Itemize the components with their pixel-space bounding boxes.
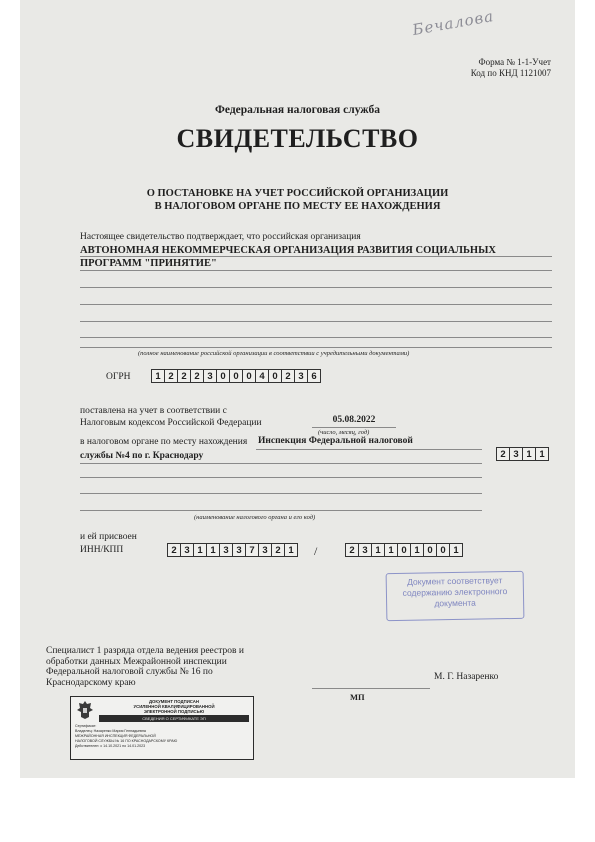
stamp-line-1: Документ соответствует <box>407 575 503 587</box>
org-line-7 <box>80 347 552 348</box>
esig-row: Владелец: Назаренко Мария Геннадьевна <box>75 729 146 733</box>
issuing-authority: Федеральная налоговая служба <box>215 104 380 116</box>
organization-name <box>80 244 550 270</box>
tax-office-prefix: в налоговом органе по месту нахождения <box>80 437 248 447</box>
inn-digit: 3 <box>180 543 194 557</box>
inn-digit: 3 <box>258 543 272 557</box>
ogrn-digit: 0 <box>229 369 243 383</box>
inn-digit: 2 <box>167 543 181 557</box>
registration-line-1: поставлена на учет в соответствии с <box>80 406 227 416</box>
signer-line-2: обработки данных Межрайонной инспекции <box>46 656 227 667</box>
inn-digit: 3 <box>219 543 233 557</box>
kpp-digit: 0 <box>397 543 411 557</box>
esig-row: МЕЖРАЙОННАЯ ИНСПЕКЦИЯ ФЕДЕРАЛЬНОЙ <box>75 734 156 738</box>
kpp-digit: 1 <box>410 543 424 557</box>
tax-office-underline-2 <box>80 463 482 464</box>
knd-code: Код по КНД 1121007 <box>470 68 551 78</box>
assigned-text: и ей присвоен <box>80 532 137 542</box>
esig-header-line-2: УСИЛЕННОЙ КВАЛИФИЦИРОВАННОЙ <box>133 704 215 709</box>
conformity-stamp <box>386 571 525 621</box>
ogrn-digit: 2 <box>164 369 178 383</box>
tax-office-code-digit: 3 <box>509 447 523 461</box>
org-caption: (полное наименование российской организации в соответствии с учредительными документами) <box>138 350 410 357</box>
state-emblem-icon <box>76 700 94 720</box>
inn-digit: 2 <box>271 543 285 557</box>
inn-cells <box>168 543 298 557</box>
form-code-block <box>471 57 551 79</box>
kpp-digit: 0 <box>436 543 450 557</box>
ogrn-digit: 3 <box>294 369 308 383</box>
subtitle-line-2: В НАЛОГОВОМ ОРГАНЕ ПО МЕСТУ ЕЕ НАХОЖДЕНИЯ <box>154 201 441 212</box>
date-caption: (число, месяц, год) <box>318 429 370 436</box>
stamp-line-3: документа <box>434 597 476 609</box>
esig-row: Сертификат: <box>75 724 97 728</box>
kpp-cells <box>346 543 463 557</box>
org-line-3 <box>80 287 552 288</box>
org-line-5 <box>80 321 552 322</box>
organization-name-line-2: ПРОГРАММ "ПРИНЯТИЕ" <box>80 258 217 269</box>
stamp-line-2: содержанию электронного <box>402 586 508 598</box>
kpp-digit: 1 <box>384 543 398 557</box>
signer-line-3: Федеральной налоговой службы № 16 по <box>46 667 213 677</box>
signer-line-1: Специалист 1 разряда отдела ведения реестров и <box>46 646 244 656</box>
kpp-digit: 2 <box>345 543 359 557</box>
intro-text: Настоящее свидетельство подтверждает, что российская организация <box>80 232 361 242</box>
kpp-digit: 1 <box>449 543 463 557</box>
tax-office-line-3 <box>80 477 482 478</box>
tax-office-code-cells <box>497 447 549 461</box>
handwritten-note: Бечалова <box>411 6 496 40</box>
ogrn-digit: 2 <box>190 369 204 383</box>
inn-digit: 1 <box>206 543 220 557</box>
signature-line <box>312 688 430 689</box>
kpp-digit: 0 <box>423 543 437 557</box>
ogrn-digit: 0 <box>216 369 230 383</box>
tax-office-line-5 <box>80 510 482 511</box>
seal-place-label: МП <box>350 692 365 702</box>
kpp-digit: 1 <box>371 543 385 557</box>
ogrn-digit: 0 <box>268 369 282 383</box>
esig-row: Действителен: с 14.10.2021 по 14.01.2023 <box>75 744 146 748</box>
inn-digit: 1 <box>193 543 207 557</box>
ogrn-digit: 1 <box>151 369 165 383</box>
org-line-1 <box>80 256 552 257</box>
esig-header-line-1: ДОКУМЕНТ ПОДПИСАН <box>149 699 199 704</box>
ogrn-digit: 0 <box>242 369 256 383</box>
subtitle-line-1: О ПОСТАНОВКЕ НА УЧЕТ РОССИЙСКОЙ ОРГАНИЗАЦИИ <box>146 188 449 199</box>
form-number: Форма № 1-1-Учет <box>478 57 551 67</box>
ogrn-digit: 6 <box>307 369 321 383</box>
esig-header <box>99 699 249 714</box>
esig-row: НАЛОГОВОЙ СЛУЖБЫ № 16 ПО КРАСНОДАРСКОМУ КРАЮ <box>75 739 178 743</box>
inn-kpp-label: ИНН/КПП <box>80 545 124 555</box>
ogrn-cells <box>152 369 321 383</box>
tax-office-code-digit: 2 <box>496 447 510 461</box>
esig-header-line-3: ЭЛЕКТРОННОЙ ПОДПИСЬЮ <box>143 709 205 714</box>
signer-line-4: Краснодарскому краю <box>46 677 136 688</box>
tax-office-name-line-2: службы №4 по г. Краснодару <box>80 451 204 461</box>
ogrn-digit: 2 <box>177 369 191 383</box>
inn-digit: 7 <box>245 543 259 557</box>
organization-name-line-1: АВТОНОМНАЯ НЕКОММЕРЧЕСКАЯ ОРГАНИЗАЦИЯ РАЗВИТИЯ СОЦИАЛЬНЫХ <box>80 245 496 256</box>
tax-office-code-digit: 1 <box>522 447 536 461</box>
esig-details <box>75 724 251 749</box>
document-sheet <box>20 0 575 778</box>
org-line-6 <box>80 337 552 338</box>
document-subtitle <box>20 187 575 213</box>
ogrn-label: ОГРН <box>106 372 131 382</box>
tax-office-line-4 <box>80 493 482 494</box>
ogrn-digit: 3 <box>203 369 217 383</box>
electronic-signature-block <box>70 696 254 760</box>
tax-office-code-digit: 1 <box>535 447 549 461</box>
ogrn-digit: 4 <box>255 369 269 383</box>
document-title: СВИДЕТЕЛЬСТВО <box>176 124 419 153</box>
kpp-digit: 3 <box>358 543 372 557</box>
ogrn-digit: 2 <box>281 369 295 383</box>
tax-office-caption: (наименование налогового органа и его код) <box>194 514 316 521</box>
signer-name: М. Г. Назаренко <box>434 672 499 682</box>
org-line-2 <box>80 270 552 271</box>
inn-digit: 1 <box>284 543 298 557</box>
registration-date: 05.08.2022 <box>332 415 376 425</box>
esig-certificate-bar: СВЕДЕНИЯ О СЕРТИФИКАТЕ ЭП <box>99 715 249 722</box>
org-line-4 <box>80 304 552 305</box>
inn-digit: 3 <box>232 543 246 557</box>
inn-kpp-separator: / <box>314 544 318 558</box>
date-underline <box>312 427 396 428</box>
tax-office-underline-1 <box>256 449 482 450</box>
registration-line-2: Налоговым кодексом Российской Федерации <box>80 418 262 428</box>
signer-position <box>46 646 286 688</box>
tax-office-name-line-1: Инспекция Федеральной налоговой <box>258 436 413 446</box>
